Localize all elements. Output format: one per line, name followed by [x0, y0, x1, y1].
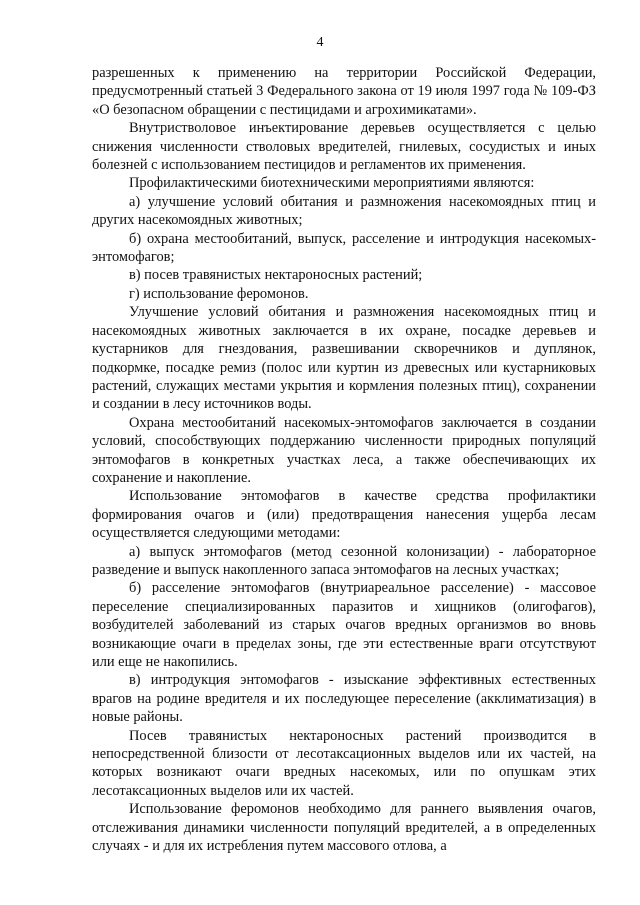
paragraph-nectar-plants: Посев травянистых нектароносных растений производится в непосредственной близости от лесотаксационных выделов или их частей, на которых возникают очаги вредных насекомых, или по опушкам этих лесотаксационных выделов или их частей. [92, 727, 596, 799]
paragraph-pesticide-registry: разрешенных к применению на территории Российской Федерации, предусмотренный статьей 3 Федерального закона от 19 июля 1997 года № 109-ФЗ «О безопасном обращении с пестицидами и агрохимикатами». [92, 65, 596, 118]
list-item-a-birds: а) улучшение условий обитания и размножения насекомоядных птиц и других насекомоядных животных; [92, 193, 596, 229]
paragraph-biotech-measures-intro: Профилактическими биотехническими мероприятиями являются: [129, 175, 535, 192]
method-item-c-introduction: в) интродукция энтомофагов - изыскание эффективных естественных врагов на родине вредителя и их последующее переселение (акклиматизация) в новые районы. [92, 672, 596, 726]
list-item-b-entomophages: б) охрана местообитаний, выпуск, расселение и интродукция насекомых-энтомофагов; [92, 230, 596, 266]
paragraph-bird-habitat: Улучшение условий обитания и размножения насекомоядных птиц и насекомоядных животных заключается в их охране, посадке деревьев и кустарников для гнездования, развешивании скворечников и дуплянок, подкормке, посадке ремиз (полос или куртин из древесных или кустарниковых растений, служащих местами укрытия и кормления полезных птиц), сохранении и создании в лесу источников воды. [92, 304, 596, 413]
paragraph-entomophage-methods: Использование энтомофагов в качестве средства профилактики формирования очагов и (или) предотвращения нанесения ущерба лесам осуществляется следующими методами: [92, 488, 596, 542]
method-item-a-release: а) выпуск энтомофагов (метод сезонной колонизации) - лабораторное разведение и выпуск накопленного запаса энтомофагов на лесных участках; [92, 543, 596, 578]
paragraph-trunk-injection: Внутристволовое инъектирование деревьев осуществляется с целью снижения численности стволовых вредителей, гнилевых, сосудистых и иных болезней с использованием пестицидов и регламентов их применения. [92, 120, 596, 174]
paragraph-entomophage-habitat: Охрана местообитаний насекомых-энтомофагов заключается в создании условий, способствующих поддержанию численности природных популяций энтомофагов в конкретных участках леса, а также обеспечивающих их сохранение и накопление. [92, 414, 596, 486]
method-item-b-resettlement: б) расселение энтомофагов (внутриареальное расселение) - массовое переселение специализированных паразитов и хищников (олигофагов), возбудителей заболеваний из старых очагов вредных организмов во вновь возникающие очаги в пределах зоны, где эти естественные враги отсутствуют или еще не накопились. [92, 580, 596, 670]
list-item-d-pheromones: г) использование феромонов. [129, 285, 309, 302]
paragraph-pheromones: Использование феромонов необходимо для раннего выявления очагов, отслеживания динамики численности популяций вредителей, а в определенных случаях - и для их истребления путем массового отлова, а [92, 801, 596, 855]
document-body [92, 64, 596, 855]
list-item-c-nectar-plants: в) посев травянистых нектароносных растений; [129, 267, 423, 284]
page-number: 4 [316, 35, 324, 50]
